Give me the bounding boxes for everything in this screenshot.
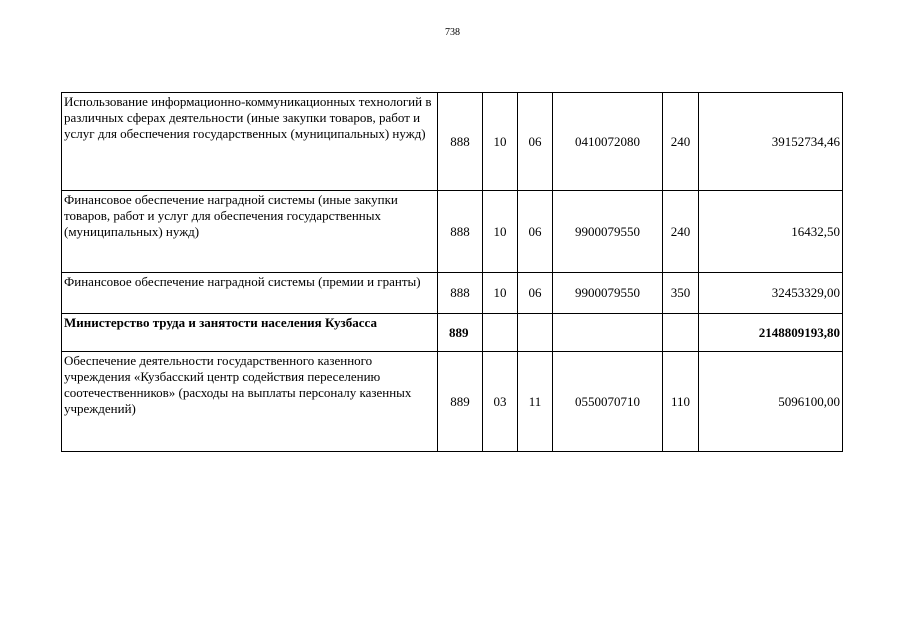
table-row [62, 273, 843, 314]
section-code: 10 [483, 273, 518, 314]
row-description: Министерство труда и занятости населения Кузбасса [62, 314, 438, 352]
expense-type-code: 110 [663, 352, 699, 452]
ministry-code: 889 [438, 352, 483, 452]
section-code: 10 [483, 191, 518, 273]
ministry-code: 888 [438, 273, 483, 314]
page-number: 738 [445, 27, 460, 38]
expense-type-code: 350 [663, 273, 699, 314]
table-row [62, 93, 843, 191]
subsection-code: 06 [518, 93, 553, 191]
target-article-code: 0550070710 [553, 352, 663, 452]
subsection-code: 11 [518, 352, 553, 452]
ministry-code: 888 [438, 191, 483, 273]
expense-type-code: 240 [663, 191, 699, 273]
target-article-code: 9900079550 [553, 273, 663, 314]
ministry-code: 888 [438, 93, 483, 191]
target-article-code [553, 314, 663, 352]
amount: 39152734,46 [699, 93, 843, 191]
section-code: 03 [483, 352, 518, 452]
section-code: 10 [483, 93, 518, 191]
target-article-code: 9900079550 [553, 191, 663, 273]
expense-type-code: 240 [663, 93, 699, 191]
row-description: Использование информационно-коммуникационных технологий в различных сферах деятельности (иные закупки товаров, работ и услуг для обеспечения государственных (муниципальных) нужд) [62, 93, 438, 191]
row-description: Обеспечение деятельности государственного казенного учреждения «Кузбасский центр содействия переселению соотечественников» (расходы на выплаты персоналу казенных учреждений) [62, 352, 438, 452]
budget-table [61, 92, 843, 452]
subsection-code: 06 [518, 191, 553, 273]
subsection-code [518, 314, 553, 352]
row-description: Финансовое обеспечение наградной системы (премии и гранты) [62, 273, 438, 314]
amount: 16432,50 [699, 191, 843, 273]
amount: 32453329,00 [699, 273, 843, 314]
table-row [62, 191, 843, 273]
table-row-ministry-total [62, 314, 843, 352]
target-article-code: 0410072080 [553, 93, 663, 191]
row-description: Финансовое обеспечение наградной системы (иные закупки товаров, работ и услуг для обеспечения государственных (муниципальных) нужд) [62, 191, 438, 273]
amount: 5096100,00 [699, 352, 843, 452]
ministry-code: 889 [438, 314, 483, 352]
section-code [483, 314, 518, 352]
table-row [62, 352, 843, 452]
subsection-code: 06 [518, 273, 553, 314]
amount: 2148809193,80 [699, 314, 843, 352]
expense-type-code [663, 314, 699, 352]
